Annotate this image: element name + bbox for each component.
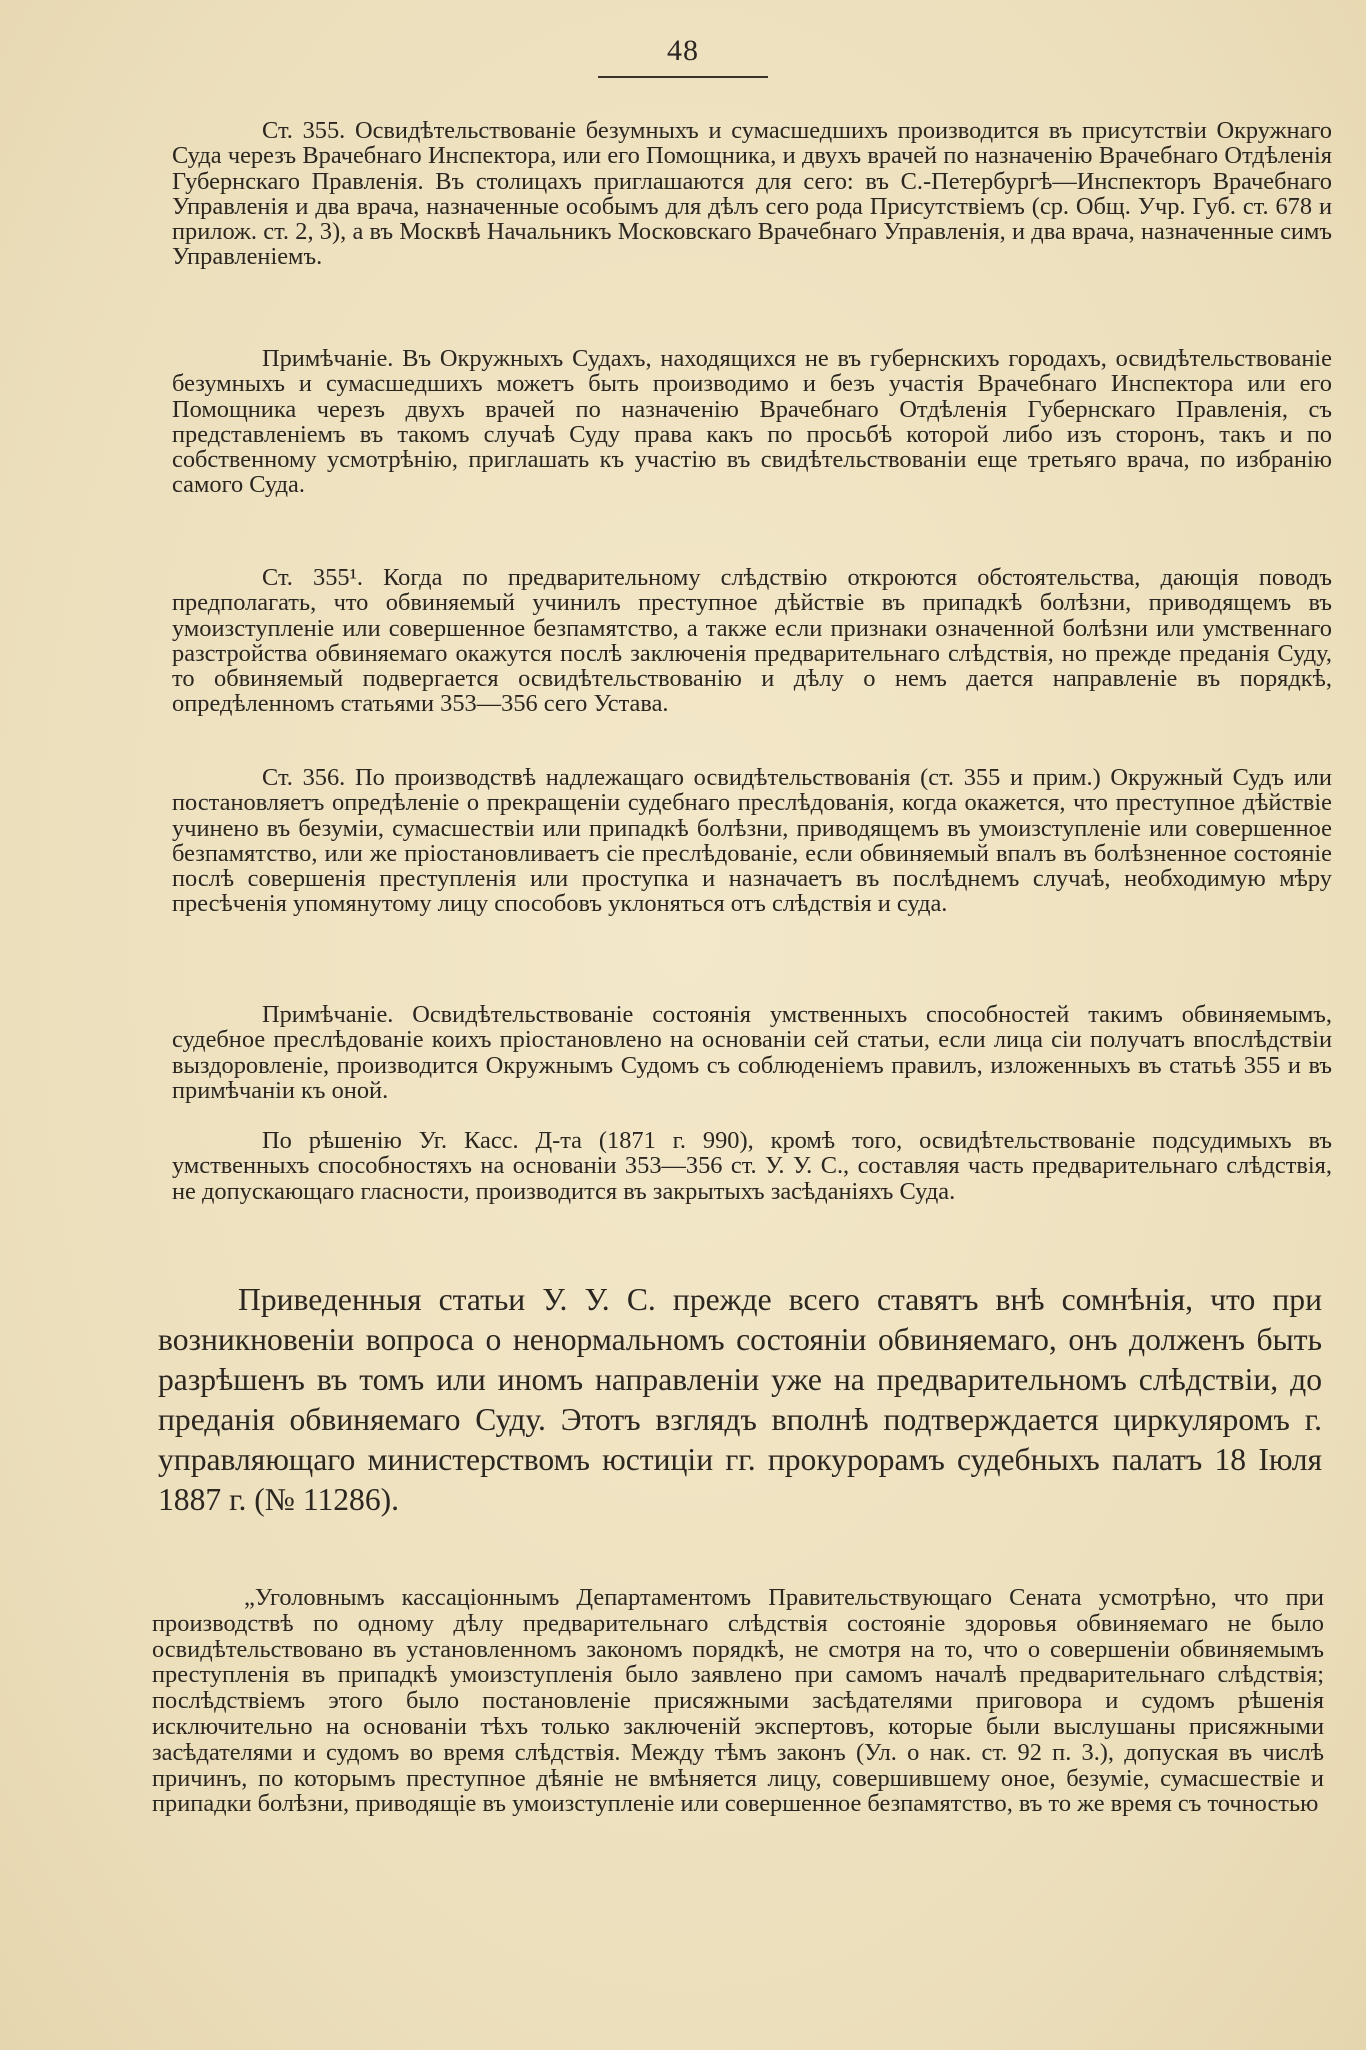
circular-quote <box>152 1585 1324 1817</box>
note-356 <box>172 1002 1332 1103</box>
article-356 <box>172 765 1332 917</box>
article-355-1 <box>172 565 1332 717</box>
cassation-decision <box>172 1128 1332 1204</box>
page-number: 48 <box>667 34 699 67</box>
header-rule <box>598 76 768 78</box>
paragraph-st-355: Ст. 355. Освидѣтельствованіе безумныхъ и сумасшедшихъ производится въ присутствіи Окружнаго Суда черезъ Врачебнаго Инспектора, или его Помощника, и двухъ врачей по назначенію Врачебнаго Отдѣленія Губернскаго Правленія. Въ столицахъ приглашаются для сего: въ С.-Петербургѣ—Инспекторъ Врачебнаго Управленія и два врача, назначенные особымъ для дѣлъ сего рода Присутствіемъ (ср. Общ. Учр. Губ. ст. 678 и прилож. ст. 2, 3), а въ Москвѣ Начальникъ Московскаго Врачебнаго Управленія, и два врача, назначенные симъ Управленіемъ. <box>172 117 1332 271</box>
main-text <box>158 1280 1322 1520</box>
paragraph-st-355-1: Ст. 355¹. Когда по предварительному слѣдствію откроются обстоятельства, дающія поводъ предполагать, что обвиняемый учинилъ преступное дѣйствіе въ припадкѣ болѣзни, приводящемъ въ умоизступленіе или совершенное безпамятство, а также если признаки означенной болѣзни или умственнаго разстройства обвиняемаго окажутся послѣ заключенія предварительнаго слѣдствія, но прежде преданія Суду, то обвиняемый подвергается освидѣтельствованію и дѣлу о немъ дается направленіе въ порядкѣ, опредѣленномъ статьями 353—356 сего Устава. <box>172 564 1332 718</box>
page-header <box>0 34 1366 78</box>
paragraph-st-356: Ст. 356. По производствѣ надлежащаго освидѣтельствованія (ст. 355 и прим.) Окружный Судъ или постановляетъ опредѣленіе о прекращеніи судебнаго преслѣдованія, когда окажется, что преступное дѣйствіе учинено въ безуміи, сумасшествіи или припадкѣ болѣзни, приводящемъ въ умоизступленіе или совершенное безпамятство, или же пріостановливаетъ сіе преслѣдованіе, если обвиняемый впалъ въ болѣзненное состояніе послѣ совершенія преступленія или проступка и назначаетъ въ послѣднемъ случаѣ, необходимую мѣру пресѣченія упомянутому лицу способовъ уклоняться отъ слѣдствія и суда. <box>172 764 1332 918</box>
paragraph-note-356: Примѣчаніе. Освидѣтельствованіе состоянія умственныхъ способностей такимъ обвиняемымъ, судебное преслѣдованіе коихъ пріостановлено на основаніи сей статьи, если лица сіи получатъ впослѣдствіи выздоровленіе, производится Окружнымъ Судомъ съ соблюденіемъ правилъ, изложенныхъ въ статьѣ 355 и въ примѣчаніи къ оной. <box>172 1001 1332 1104</box>
paragraph-main: Приведенныя статьи У. У. С. прежде всего ставятъ внѣ сомнѣнія, что при возникновеніи вопроса о ненормальномъ состояніи обвиняемаго, онъ долженъ быть разрѣшенъ въ томъ или иномъ направленіи уже на предварительномъ слѣдствіи, до преданія обвиняемаго Суду. Этотъ взглядъ вполнѣ подтверждается циркуляромъ г. управляющаго министерствомъ юстиціи гг. прокурорамъ судебныхъ палатъ 18 Іюля 1887 г. (№ 11286). <box>158 1282 1322 1517</box>
article-355 <box>172 118 1332 270</box>
paragraph-cassation: По рѣшенію Уг. Касс. Д-та (1871 г. 990), кромѣ того, освидѣтельствованіе подсудимыхъ въ умственныхъ способностяхъ на основаніи 353—356 ст. У. У. С., составляя часть предварительнаго слѣдствія, не допускающаго гласности, производится въ закрытыхъ засѣданіяхъ Суда. <box>172 1127 1332 1205</box>
note-355 <box>172 346 1332 498</box>
paragraph-quote: „Уголовнымъ кассаціоннымъ Департаментомъ Правительствующаго Сената усмотрѣно, что при производствѣ по одному дѣлу предварительнаго слѣдствія состояніе здоровья обвиняемаго не было освидѣтельствовано въ установленномъ закономъ порядкѣ, не смотря на то, что о совершеніи обвиняемымъ преступленія въ припадкѣ умоизступленія было заявлено при самомъ началѣ предварительнаго слѣдствія; послѣдствіемъ этого было постановленіе присяжными засѣдателями приговора и судомъ рѣшенія исключительно на основаніи тѣхъ только заключеній экспертовъ, которые были выслушаны присяжными засѣдателями и судомъ во время слѣдствія. Между тѣмъ законъ (Ул. о нак. ст. 92 п. 3.), допуская въ числѣ причинъ, по которымъ преступное дѣяніе не вмѣняется лицу, совершившему оное, безуміе, сумасшествіе и припадки болѣзни, приводящіе въ умоизступленіе или совершенное безпамятство, въ то же время съ точностью <box>152 1584 1324 1818</box>
paragraph-note-355: Примѣчаніе. Въ Окружныхъ Судахъ, находящихся не въ губернскихъ городахъ, освидѣтельствованіе безумныхъ и сумасшедшихъ можетъ быть производимо и безъ участія Врачебнаго Инспектора или его Помощника черезъ двухъ врачей по назначенію Врачебнаго Отдѣленія Губернскаго Правленія, съ представленіемъ въ такомъ случаѣ Суду права какъ по просьбѣ которой либо изъ сторонъ, такъ и по собственному усмотрѣнію, приглашать къ участію въ свидѣтельствованіи еще третьяго врача, по избранію самого Суда. <box>172 345 1332 499</box>
